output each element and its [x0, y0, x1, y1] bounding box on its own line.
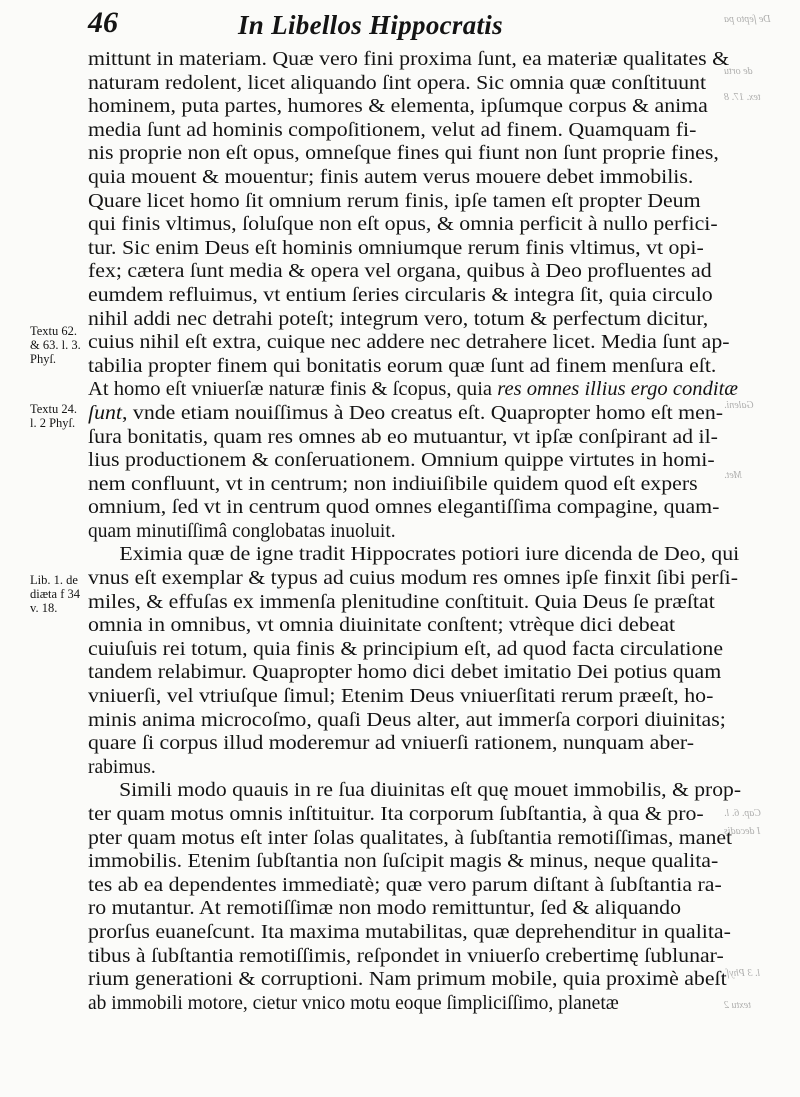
text-line: tandem relabimur. Quapropter homo dici debet imitatio Dei potius quam — [88, 662, 722, 684]
text-line: tabilia propter finem qui bonitatis eorum quæ ſunt ad finem menſura eſt. — [88, 355, 717, 377]
text-line: eumdem refluimus, vt entium ſeries circularis & integra ſit, quia circulo — [88, 284, 713, 306]
bleed-line: Met. — [724, 470, 743, 481]
text-line: nihil addi nec detrahi poteſt; integrum vero, totum & perfectum dicitur, — [88, 308, 709, 330]
text-line: nis proprie non eſt opus, omneſque fines qui fiunt non ſunt proprie fines, — [88, 143, 719, 165]
text-line: omnia in omnibus, vt omnia diuinitate conſtent; vtrèque dici debeat — [88, 615, 676, 637]
bleed-line: Cap. 6. l. — [724, 808, 761, 819]
text-line: At homo eſt vniuerſæ naturæ finis & ſcopus, quia res omnes illius ergo conditæ — [88, 379, 739, 401]
running-title: In Libellos Hippocratis — [238, 10, 503, 40]
text-line: minis anima microcoſmo, quaſi Deus alter, aut immerſa corpori diuinitas; — [88, 709, 726, 731]
paragraph — [88, 779, 742, 1015]
text-line: tur. Sic enim Deus eſt hominis omniumque rerum finis vltimus, vt opi- — [88, 237, 704, 259]
text-line: vniuerſi, vel vtriuſque ſimul; Etenim Deus vniuerſitati rerum præeſt, ho- — [88, 686, 714, 708]
text-line: tes ab ea dependentes immediatè; quæ vero parum diſtant à ſubſtantia ra- — [88, 874, 722, 896]
page-number: 46 — [88, 6, 118, 39]
text-line: rium generationi & corruptioni. Nam primum mobile, quia proximè abeſt — [88, 969, 727, 991]
text-line: prorſus euaneſcunt. Ita maxima mutabilitas, quæ deprehenditur in qualita- — [88, 921, 731, 943]
text-line: omnium, ſed vt in centrum quod omnes elegantiſſima compagine, quam- — [88, 497, 720, 519]
text-line: qui finis vltimus, ſoluſque non eſt opus, & omnia perficit à nullo perfici- — [88, 214, 718, 236]
text-line: quam minutiſſimâ conglobatas inuoluit. — [88, 520, 396, 542]
text-line: lius productionem & conſeruationem. Omnium quippe virtutes in homi- — [88, 450, 715, 472]
paragraph — [88, 543, 738, 779]
text-line: ſura bonitatis, quam res omnes ab eo mutuantur, vt ipſæ conſpirant ad il- — [88, 426, 718, 448]
text-line: ro mutantur. At remotiſſimæ non modo remittuntur, ſed & aliquando — [88, 898, 681, 920]
text-line: cuiuſuis rei totum, quia finis & principium eſt, ad quod facta circulatione — [88, 638, 724, 660]
bleed-line: l. 3 Phyſ. — [724, 968, 761, 979]
text-line: hominem, puta partes, humores & elementa, ipſumque corpus & anima — [88, 96, 708, 118]
text-line: mittunt in materiam. Quæ vero fini proxima ſunt, ea materiæ qualitates & — [88, 49, 730, 70]
text-line: nem confluunt, vt in centrum; non indiuiſibile quidem quod eſt expers — [88, 473, 698, 495]
text-line: Simili modo quauis in re ſua diuinitas eſt quę mouet immobilis, & prop- — [119, 780, 742, 802]
text-line: ſunt, vnde etiam nouiſſimus à Deo creatus eſt. Quapropter homo eſt men- — [88, 402, 724, 424]
text-line: immobilis. Etenim ſubſtantia non ſuſcipit magis & minus, neque qualita- — [88, 851, 719, 873]
italic-quotation: res omnes illius ergo conditæ — [497, 379, 739, 401]
text-line: Quare licet homo ſit omnium rerum finis, ipſe tamen eſt propter Deum — [88, 190, 701, 212]
margin-note: Lib. 1. de diæta f 34 v. 18. — [30, 573, 80, 615]
text-line: miles, & effuſas ex immenſa plenitudine conſtituit. Quia Deus ſe præſtat — [88, 591, 715, 613]
bleed-line: I decadis — [724, 826, 761, 837]
text-line: naturam redolent, licet aliquando ſint opera. Sic omnia quæ conſtituunt — [88, 72, 707, 94]
text-line: vnus eſt exemplar & typus ad cuius modum res omnes ipſe finxit ſibi perſi- — [88, 568, 738, 590]
margin-note: Textu 24. l. 2 Phyſ. — [30, 402, 78, 430]
bleed-line: de ortu — [724, 66, 753, 77]
italic-quotation: ſunt — [88, 402, 122, 424]
text-line: cuius nihil eſt extra, cuique nec addere nec detrahere licet. Media ſunt ap- — [88, 332, 730, 354]
bleed-line: tex. 17. 8 — [724, 92, 761, 103]
text-line: fex; cætera ſunt media & opera vel organa, quibus à Deo profluentes ad — [88, 261, 712, 283]
text-line: quia mouent & mouentur; finis autem verus mouere debet immobilis. — [88, 166, 694, 188]
text-line: ter quam motus omnis inſtituitur. Ita corporum ſubſtantia, à qua & pro- — [88, 804, 704, 825]
text-line: quare ſi corpus illud moderemur ad vniuerſi rationem, nunquam aber- — [88, 733, 695, 755]
text-line: media ſunt ad hominis compoſitionem, velut ad finem. Quamquam fi- — [88, 119, 697, 141]
margin-note: Textu 62. & 63. l. 3. Phyſ. — [30, 324, 81, 366]
text-line: tibus à ſubſtantia remotiſſimis, reſpondet in vniuerſo crebertimę ſublunar- — [88, 945, 724, 967]
text-line: ab immobili motore, cietur vnico motu eoque ſimpliciſſimo, planetæ — [88, 992, 619, 1014]
paragraph — [88, 48, 738, 543]
text-line: Eximia quæ de igne tradit Hippocrates potiori iure dicenda de Deo, qui — [119, 544, 740, 566]
bleed-line: textu 2 — [724, 1000, 751, 1011]
running-header — [88, 8, 708, 48]
bleed-line: Galeni. — [724, 400, 754, 411]
bleed-line: De ſepto pa — [724, 14, 771, 25]
text-line: rabimus. — [88, 756, 156, 778]
text-line: pter quam motus eſt inter ſolas qualitates, à ſubſtantia remotiſſimas, manet — [88, 827, 733, 849]
